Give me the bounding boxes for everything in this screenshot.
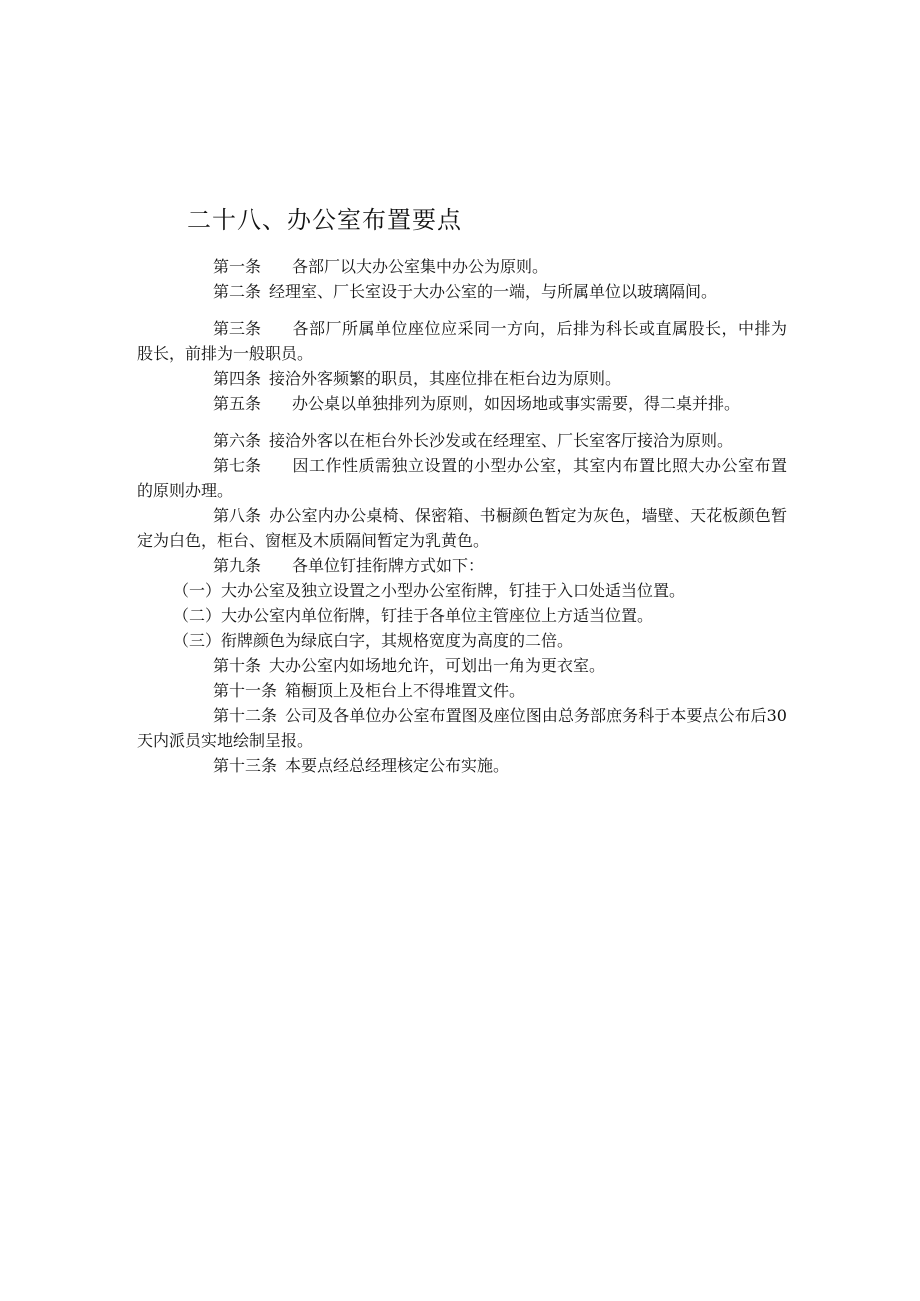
article-number: 第十三条 bbox=[213, 756, 278, 775]
article-number: 第四条 bbox=[213, 369, 262, 388]
article-text: 箱橱顶上及柜台上不得堆置文件。 bbox=[285, 681, 526, 700]
article-8 bbox=[137, 503, 787, 553]
article-13 bbox=[137, 753, 787, 778]
article-number: 第一条 bbox=[213, 257, 262, 276]
sub-item-text: （二）大办公室内单位衔牌，钉挂于各单位主管座位上方适当位置。 bbox=[173, 606, 654, 625]
article-number: 第五条 bbox=[213, 394, 262, 413]
article-text: 经理室、厂长室设于大办公室的一端，与所属单位以玻璃隔间。 bbox=[269, 282, 718, 301]
sub-item-2 bbox=[137, 603, 787, 628]
article-3 bbox=[137, 316, 787, 366]
document-title: 二十八、办公室布置要点 bbox=[187, 206, 462, 234]
article-2 bbox=[137, 279, 787, 304]
article-text: 大办公室内如场地允许，可划出一角为更衣室。 bbox=[269, 656, 606, 675]
article-number: 第六条 bbox=[213, 431, 262, 450]
article-text: 接洽外客频繁的职员，其座位排在柜台边为原则。 bbox=[269, 369, 622, 388]
article-number: 第二条 bbox=[213, 282, 262, 301]
article-number: 第八条 bbox=[213, 506, 262, 525]
article-text: 公司及各单位办公室布置图及座位图由总务部庶务科于本要点公布后30天内派员实地绘制呈报。 bbox=[137, 706, 787, 750]
article-5 bbox=[137, 391, 787, 416]
article-text: 各单位钉挂衔牌方式如下： bbox=[292, 556, 485, 575]
article-text: 各部厂以大办公室集中办公为原则。 bbox=[292, 257, 549, 276]
article-text: 因工作性质需独立设置的小型办公室，其室内布置比照大办公室布置的原则办理。 bbox=[137, 456, 787, 500]
article-number: 第三条 bbox=[213, 319, 262, 338]
article-12 bbox=[137, 703, 787, 753]
sub-item-1 bbox=[137, 578, 787, 603]
article-number: 第十二条 bbox=[213, 706, 278, 725]
sub-item-text: （一）大办公室及独立设置之小型办公室衔牌，钉挂于入口处适当位置。 bbox=[173, 581, 686, 600]
article-1 bbox=[137, 254, 787, 279]
article-number: 第十一条 bbox=[213, 681, 278, 700]
sub-item-text: （三）衔牌颜色为绿底白字，其规格宽度为高度的二倍。 bbox=[173, 631, 574, 650]
article-6 bbox=[137, 428, 787, 453]
article-number: 第九条 bbox=[213, 556, 262, 575]
article-10 bbox=[137, 653, 787, 678]
article-text: 接洽外客以在柜台外长沙发或在经理室、厂长室客厅接洽为原则。 bbox=[269, 431, 734, 450]
article-7 bbox=[137, 453, 787, 503]
article-11 bbox=[137, 678, 787, 703]
article-text: 本要点经总经理核定公布实施。 bbox=[285, 756, 510, 775]
article-number: 第十条 bbox=[213, 656, 262, 675]
article-4 bbox=[137, 366, 787, 391]
sub-item-3 bbox=[137, 628, 787, 653]
article-number: 第七条 bbox=[213, 456, 262, 475]
article-text: 各部厂所属单位座位应采同一方向，后排为科长或直属股长，中排为股长，前排为一般职员。 bbox=[137, 319, 787, 363]
article-text: 办公桌以单独排列为原则，如因场地或事实需要，得二桌并排。 bbox=[292, 394, 741, 413]
article-text: 办公室内办公桌椅、保密箱、书橱颜色暂定为灰色，墙壁、天花板颜色暂定为白色，柜台、窗框及木质隔间暂定为乳黄色。 bbox=[137, 506, 787, 550]
article-9 bbox=[137, 553, 787, 578]
document-body bbox=[137, 254, 787, 778]
